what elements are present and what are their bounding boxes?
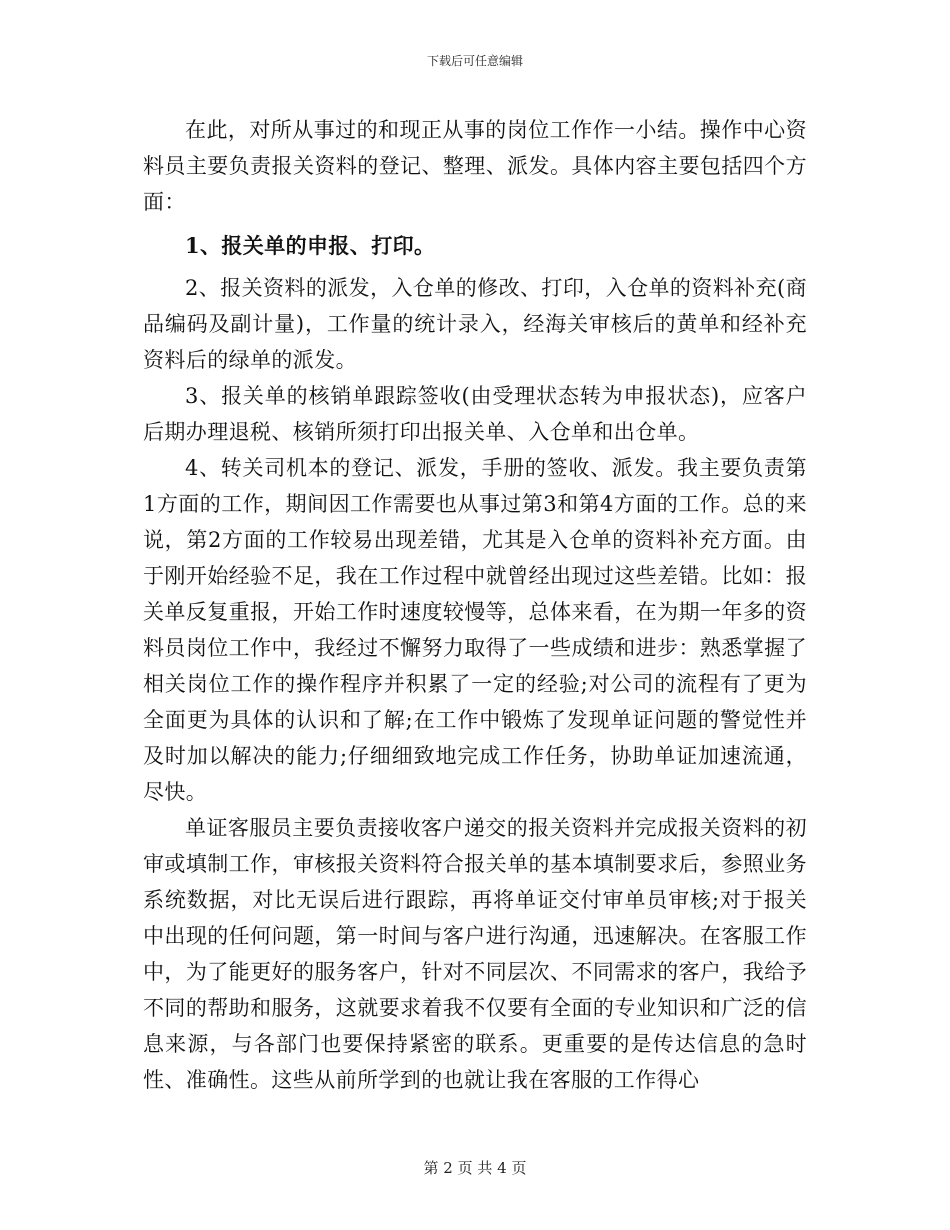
paragraph-item-4: 4、转关司机本的登记、派发，手册的签收、派发。我主要负责第1方面的工作，期间因工作需要也从事过第3和第4方面的工作。总的来说，第2方面的工作较易出现差错，尤其是入仓单的资料补充方面。由于刚开始经验不足，我在工作过程中就曾经出现过这些差错。比如：报关单反复重报，开始工作时速度较慢等，总体来看，在为期一年多的资料员岗位工作中，我经过不懈努力取得了一些成绩和进步：熟悉掌握了相关岗位工作的操作程序并积累了一定的经验;对公司的流程有了更为全面更为具体的认识和了解;在工作中锻炼了发现单证问题的警觉性并及时加以解决的能力;仔细细致地完成工作任务，协助单证加速流通，尽快。 [143,456,807,804]
paragraph-customer-service: 单证客服员主要负责接收客户递交的报关资料并完成报关资料的初审或填制工作，审核报关资料符合报关单的基本填制要求后，参照业务系统数据，对比无误后进行跟踪，再将单证交付审单员审核;对于报关中出现的任何问题，第一时间与客户进行沟通，迅速解决。在客服工作中，为了能更好的服务客户，针对不同层次、不同需求的客户，我给予不同的帮助和服务，这就要求着我不仅要有全面的专业知识和广泛的信息来源，与各部门也要保持紧密的联系。更重要的是传达信息的急时性、准确性。这些从前所学到的也就让我在客服的工作得心 [143,816,807,1092]
paragraph-intro: 在此，对所从事过的和现正从事的岗位工作作一小结。操作中心资料员主要负责报关资料的登记、整理、派发。具体内容主要包括四个方面： [143,118,807,214]
paragraph-item-3: 3、报关单的核销单跟踪签收(由受理状态转为申报状态)，应客户后期办理退税、核销所须打印出报关单、入仓单和出仓单。 [143,384,807,444]
document-body [143,112,807,1098]
paragraph-item-2: 2、报关资料的派发，入仓单的修改、打印，入仓单的资料补充(商品编码及副计量)，工作量的统计录入，经海关审核后的黄单和经补充资料后的绿单的派发。 [143,276,807,372]
paragraph-item-1-heading: 1、报关单的申报、打印。 [185,233,436,258]
page-header-note: 下载后可任意编辑 [426,54,523,68]
page-number-footer: 第 2 页 共 4 页 [423,1159,527,1177]
